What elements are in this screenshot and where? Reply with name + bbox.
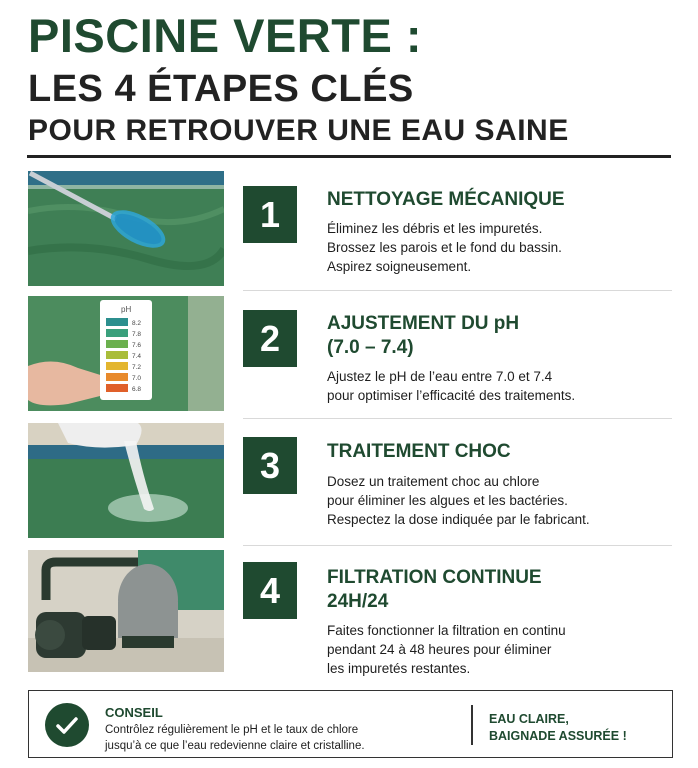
tip-text-line-2: jusqu’à ce que l’eau redevienne claire et cristalline. bbox=[105, 740, 365, 752]
title-line-2: LES 4 ÉTAPES CLÉS bbox=[28, 68, 414, 110]
ph-scale-value: 6.8 bbox=[132, 386, 142, 393]
step-3-title-line: TRAITEMENT CHOC bbox=[327, 441, 511, 462]
tip-text-line-1: Contrôlez régulièrement le pH et le taux de chlore bbox=[105, 724, 359, 736]
step-4-desc-line-2: pendant 24 à 48 heures pour éliminer bbox=[327, 642, 552, 657]
step-2-desc-line-1: Ajustez le pH de l’eau entre 7.0 et 7.4 bbox=[327, 369, 553, 384]
step-4-desc-line-1: Faites fonctionner la filtration en continu bbox=[327, 623, 566, 638]
ph-scale-value: 7.8 bbox=[132, 331, 142, 338]
tip-claim bbox=[489, 711, 669, 745]
step-2-number: 2 bbox=[243, 310, 297, 367]
step-1-title bbox=[327, 188, 657, 212]
ph-scale-value: 7.0 bbox=[132, 375, 142, 382]
step-separator bbox=[243, 418, 672, 419]
ph-scale-value: 8.2 bbox=[132, 320, 142, 327]
step-1-number: 1 bbox=[243, 186, 297, 243]
step-4-number: 4 bbox=[243, 562, 297, 619]
tip-box bbox=[28, 690, 673, 758]
step-1-desc-line-1: Éliminez les débris et les impuretés. bbox=[327, 221, 543, 236]
step-4-title-line-1: FILTRATION CONTINUE bbox=[327, 567, 542, 588]
check-icon bbox=[45, 703, 89, 747]
title-rule bbox=[27, 155, 671, 158]
pump-filter-photo bbox=[28, 550, 224, 672]
step-separator bbox=[243, 290, 672, 291]
step-1-desc-line-2: Brossez les parois et le fond du bassin. bbox=[327, 240, 562, 255]
step-4-title-line-2: 24H/24 bbox=[327, 591, 389, 612]
title-line-3: POUR RETROUVER UNE EAU SAINE bbox=[28, 114, 569, 147]
step-4-description bbox=[327, 621, 672, 678]
ph-strip-label: pH bbox=[121, 305, 132, 314]
ph-scale-value: 7.6 bbox=[132, 342, 142, 349]
step-3-desc-line-1: Dosez un traitement choc au chlore bbox=[327, 474, 540, 489]
step-separator bbox=[243, 545, 672, 546]
title-line-1: PISCINE VERTE : bbox=[28, 9, 423, 62]
ph-scale-value: 7.2 bbox=[132, 364, 142, 371]
tip-claim-line-2: BAIGNADE ASSURÉE ! bbox=[489, 729, 627, 743]
step-2-desc-line-2: pour optimiser l’efficacité des traitements. bbox=[327, 388, 576, 403]
step-3-title bbox=[327, 440, 657, 464]
step-2-title-line-1: AJUSTEMENT DU pH bbox=[327, 313, 520, 334]
tip-text bbox=[105, 722, 465, 754]
tip-divider bbox=[471, 705, 473, 745]
step-4-title bbox=[327, 566, 657, 614]
step-2-description bbox=[327, 367, 672, 405]
ph-swatch bbox=[106, 384, 128, 392]
step-1-description bbox=[327, 219, 672, 276]
ph-swatch bbox=[106, 318, 128, 326]
step-3-desc-line-3: Respectez la dose indiquée par le fabricant. bbox=[327, 512, 590, 527]
ph-swatch bbox=[106, 340, 128, 348]
ph-swatch bbox=[106, 329, 128, 337]
step-2-title-line-2: (7.0 – 7.4) bbox=[327, 337, 414, 358]
tip-label: CONSEIL bbox=[105, 705, 163, 720]
ph-swatch bbox=[106, 362, 128, 370]
step-2-title bbox=[327, 312, 657, 360]
step-1-title-line: NETTOYAGE MÉCANIQUE bbox=[327, 189, 565, 210]
ph-scale-value: 7.4 bbox=[132, 353, 142, 360]
step-3-description bbox=[327, 472, 672, 529]
step-1-desc-line-3: Aspirez soigneusement. bbox=[327, 259, 472, 274]
ph-swatch bbox=[106, 373, 128, 381]
ph-swatch bbox=[106, 351, 128, 359]
skimmer-net-photo bbox=[28, 171, 224, 286]
ph-test-strip-photo bbox=[28, 296, 224, 411]
step-4-desc-line-3: les impuretés restantes. bbox=[327, 661, 471, 676]
step-3-number: 3 bbox=[243, 437, 297, 494]
chlorine-pour-photo bbox=[28, 423, 224, 538]
step-3-desc-line-2: pour éliminer les algues et les bactéries. bbox=[327, 493, 568, 508]
tip-claim-line-1: EAU CLAIRE, bbox=[489, 712, 569, 726]
